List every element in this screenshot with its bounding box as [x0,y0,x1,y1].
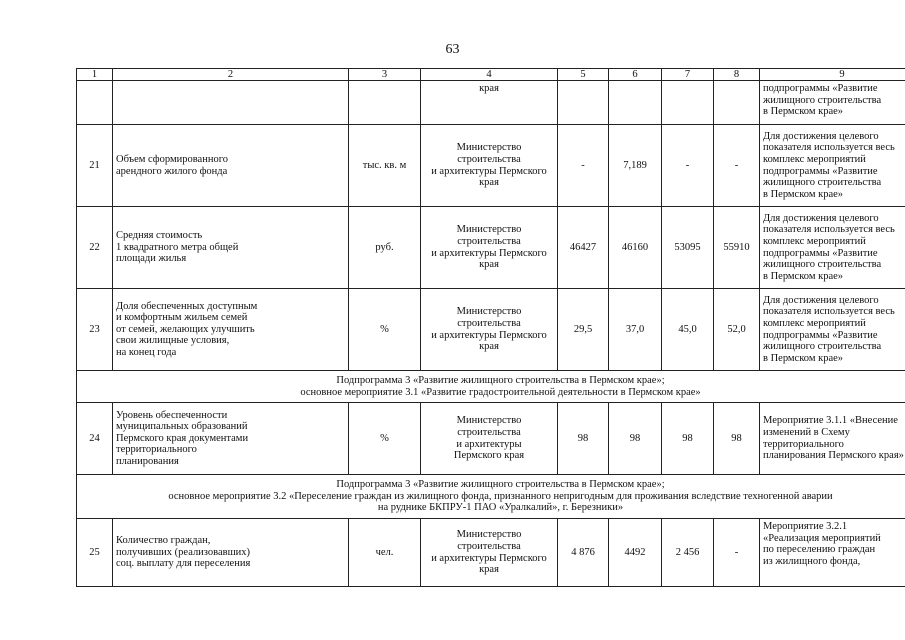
value-cell: 98 [714,403,760,475]
indicators-table [76,68,905,587]
cell-empty [609,81,662,125]
value-cell: 53095 [662,207,714,289]
unit-cell: % [349,403,421,475]
note-cell: Для достижения целевого показателя используется весь комплекс мероприятий подпрограммы «Развитие жилищного строительства в Пермском крае» [760,289,905,371]
value-cell: 55910 [714,207,760,289]
indicator-name: Доля обеспеченных доступным и комфортным жильем семей от семей, желающих улучшить свои жилищные условия, на конец года [113,289,349,371]
cell-empty [662,81,714,125]
row-number: 21 [77,125,113,207]
table-row-continuation [77,81,905,125]
value-cell: 98 [609,403,662,475]
table-row [77,125,905,207]
section-row [77,475,905,519]
responsible-cell: Министерство строительства и архитектуры Пермского края [421,403,558,475]
responsible-cell: Министерство строительства и архитектуры Пермского края [421,207,558,289]
responsible-cell: края [421,81,558,125]
indicator-name: Объем сформированного арендного жилого фонда [113,125,349,207]
unit-cell: чел. [349,519,421,587]
value-cell: 98 [558,403,609,475]
column-number: 1 [77,69,113,81]
indicator-name: Количество граждан, получивших (реализовавших) соц. выплату для переселения [113,519,349,587]
value-cell: 52,0 [714,289,760,371]
unit-cell: тыс. кв. м [349,125,421,207]
value-cell: - [558,125,609,207]
column-number: 7 [662,69,714,81]
row-number: 22 [77,207,113,289]
note-cell: Для достижения целевого показателя используется весь комплекс мероприятий подпрограммы «Развитие жилищного строительства в Пермском крае» [760,207,905,289]
value-cell: 4 876 [558,519,609,587]
cell-empty [558,81,609,125]
column-number: 2 [113,69,349,81]
value-cell: 29,5 [558,289,609,371]
value-cell: 2 456 [662,519,714,587]
unit-cell: руб. [349,207,421,289]
column-numbers-row [77,69,905,81]
value-cell: 45,0 [662,289,714,371]
column-number: 9 [760,69,905,81]
column-number: 8 [714,69,760,81]
value-cell: 46160 [609,207,662,289]
value-cell: - [714,519,760,587]
table-row [77,403,905,475]
row-number: 24 [77,403,113,475]
indicator-name: Средняя стоимость 1 квадратного метра общей площади жилья [113,207,349,289]
responsible-cell: Министерство строительства и архитектуры Пермского края [421,519,558,587]
section-heading: Подпрограмма 3 «Развитие жилищного строительства в Пермском крае»; основное мероприятие 3.2 «Переселение граждан из жилищного фонда, признанного непригодным для проживания вследствие техногенной аварии на руднике БКПРУ-1 ПАО «Уралкалий», г. Березники» [77,475,905,519]
value-cell: 37,0 [609,289,662,371]
column-number: 4 [421,69,558,81]
value-cell: 4492 [609,519,662,587]
value-cell: - [662,125,714,207]
column-number: 5 [558,69,609,81]
cell-empty [113,81,349,125]
page-number: 63 [445,42,460,57]
row-number: 23 [77,289,113,371]
responsible-cell: Министерство строительства и архитектуры Пермского края [421,125,558,207]
note-cell: Мероприятие 3.2.1 «Реализация мероприятий по переселению граждан из жилищного фонда, [760,519,905,587]
unit-cell: % [349,289,421,371]
table-row [77,289,905,371]
value-cell: - [714,125,760,207]
cell-empty [714,81,760,125]
cell-empty [77,81,113,125]
column-number: 3 [349,69,421,81]
section-heading: Подпрограмма 3 «Развитие жилищного строительства в Пермском крае»; основное мероприятие 3.1 «Развитие градостроительной деятельности в Пермском крае» [77,371,905,403]
value-cell: 98 [662,403,714,475]
table-row [77,519,905,587]
note-cell: подпрограммы «Развитие жилищного строительства в Пермском крае» [760,81,905,125]
note-cell: Мероприятие 3.1.1 «Внесение изменений в Схему территориального планирования Пермского края» [760,403,905,475]
section-row [77,371,905,403]
cell-empty [349,81,421,125]
value-cell: 7,189 [609,125,662,207]
row-number: 25 [77,519,113,587]
note-cell: Для достижения целевого показателя используется весь комплекс мероприятий подпрограммы «Развитие жилищного строительства в Пермском крае» [760,125,905,207]
value-cell: 46427 [558,207,609,289]
indicator-name: Уровень обеспеченности муниципальных образований Пермского края документами территориального планирования [113,403,349,475]
responsible-cell: Министерство строительства и архитектуры Пермского края [421,289,558,371]
table-row [77,207,905,289]
column-number: 6 [609,69,662,81]
